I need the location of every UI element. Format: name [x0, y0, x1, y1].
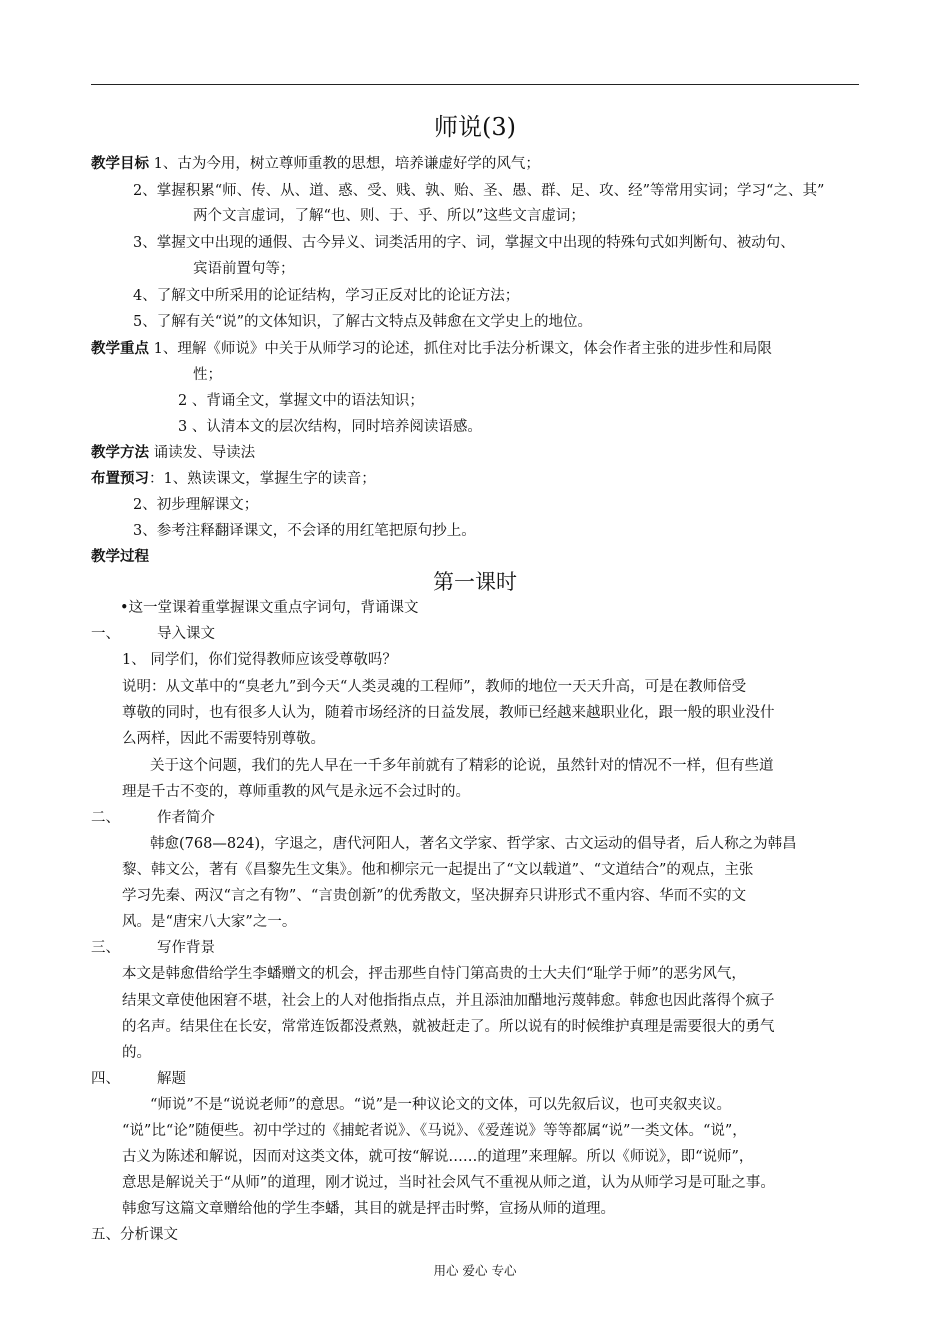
header-rule	[91, 84, 859, 85]
section-4-para-line: “说”比“论”随便些。初中学过的《捕蛇者说》、《马说》、《爱莲说》等等都属“说”一类文体。“说”，	[122, 1123, 747, 1139]
section-1-para-line: 尊敬的同时，也有很多人认为，随着市场经济的日益发展，教师已经越来越职业化，跟一般的职业没什	[122, 705, 775, 721]
process-label: 教学过程	[91, 548, 149, 565]
section-3-title: 写作背景	[157, 940, 215, 956]
goals-line-4: 3、掌握文中出现的通假、古今异义、词类活用的字、词，掌握文中出现的特殊句式如判断句、被动句、	[133, 235, 795, 251]
goals-line-5: 宾语前置句等；	[193, 261, 295, 277]
focus-line-4: 3 、认清本文的层次结构，同时培养阅读语感。	[178, 419, 482, 435]
section-2-para-line: 黎、韩文公，著有《昌黎先生文集》。他和柳宗元一起提出了“文以载道”、“文道结合”的观点，主张	[122, 862, 754, 878]
section-2-para-line: 学习先秦、两汉“言之有物”、“言贵创新”的优秀散文，坚决摒弃只讲形式不重内容、华而不实的文	[122, 888, 747, 904]
section-2-number: 二、	[91, 810, 120, 826]
section-2-para-line: 风。是“唐宋八大家”之一。	[122, 914, 297, 930]
section-3-para-line: 的名声。结果住在长安，常常连饭都没煮熟，就被赶走了。所以说有的时候维护真理是需要很大的勇气	[122, 1019, 775, 1035]
section-3-para-line: 本文是韩愈借给学生李蟠赠文的机会，抨击那些自恃门第高贵的士大夫们“耻学于师”的恶劣风气，	[122, 966, 746, 982]
preview-line-1: 布置预习：1、熟读课文，掌握生字的读音；	[91, 470, 376, 487]
goals-line-7: 5、了解有关“说”的文体知识，了解古文特点及韩愈在文学史上的地位。	[133, 314, 593, 330]
lesson-heading: 第一课时	[433, 570, 517, 594]
focus-label: 教学重点	[91, 340, 149, 357]
goals-line-2: 2、掌握积累“师、传、从、道、惑、受、贱、孰、贻、圣、愚、群、足、攻、经”等常用实词；学习“之、其”	[133, 183, 825, 199]
section-1-question: 1、 同学们，你们觉得教师应该受尊敬吗？	[122, 652, 397, 668]
preview-line-2: 2、初步理解课文；	[133, 497, 259, 513]
section-1-number: 一、	[91, 626, 120, 642]
section-3-number: 三、	[91, 940, 120, 956]
section-2-para-line: 韩愈(768—824)，字退之，唐代河阳人，著名文学家、哲学家、古文运动的倡导者，后人称之为韩昌	[150, 836, 797, 852]
page-title: 师说(3)	[434, 113, 516, 141]
section-4-para-line: 古义为陈述和解说，因而对这类文体，就可按“解说……的道理”来理解。所以《师说》，即“说师”，	[122, 1149, 754, 1165]
section-4-para-line: 韩愈写这篇文章赠给他的学生李蟠，其目的就是抨击时弊，宣扬从师的道理。	[122, 1201, 615, 1217]
method-line: 教学方法 诵读发、导读法	[91, 444, 256, 461]
page-footer: 用心 爱心 专心	[433, 1263, 517, 1278]
focus-line-2: 性；	[193, 367, 222, 383]
goals-line-6: 4、了解文中所采用的论证结构，学习正反对比的论证方法；	[133, 288, 520, 304]
section-3-para-line: 的。	[122, 1045, 151, 1061]
section-1-para-line: 关于这个问题，我们的先人早在一千多年前就有了精彩的论说，虽然针对的情况不一样，但有些道	[150, 758, 774, 774]
goals-line-1: 教学目标 1、古为今用，树立尊师重教的思想，培养谦虚好学的风气；	[91, 155, 540, 172]
preview-line-3: 3、参考注释翻译课文，不会译的用红笔把原句抄上。	[133, 523, 476, 539]
section-1-para-line: 说明：从文革中的“臭老九”到今天“人类灵魂的工程师”，教师的地位一天天升高，可是在教师倍受	[122, 679, 747, 695]
focus-line-1: 教学重点 1、理解《师说》中关于从师学习的论述，抓住对比手法分析课文，体会作者主张的进步性和局限	[91, 340, 772, 357]
method-label: 教学方法	[91, 444, 149, 461]
lesson-bullet: •这一堂课着重掌握课文重点字词句，背诵课文	[120, 600, 419, 616]
section-4-para-line: “师说”不是“说说老师”的意思。“说”是一种议论文的文体，可以先叙后议，也可夹叙夹议。	[150, 1097, 731, 1113]
goals-label: 教学目标	[91, 155, 149, 172]
section-4-number: 四、	[91, 1071, 120, 1087]
section-1-para-line: 么两样，因此不需要特别尊敬。	[122, 731, 325, 747]
section-1-title: 导入课文	[157, 626, 215, 642]
goals-line-3: 两个文言虚词，了解“也、则、于、乎、所以”这些文言虚词；	[193, 208, 585, 224]
focus-line-3: 2 、背诵全文，掌握文中的语法知识；	[178, 393, 424, 409]
section-3-para-line: 结果文章使他困窘不堪，社会上的人对他指指点点，并且添油加醋地污蔑韩愈。韩愈也因此落得个疯子	[122, 993, 775, 1009]
section-1-para-line: 理是千古不变的，尊师重教的风气是永远不会过时的。	[122, 784, 470, 800]
preview-label: 布置预习	[91, 470, 149, 487]
section-5-title: 五、分析课文	[91, 1227, 178, 1243]
section-4-title: 解题	[157, 1071, 186, 1087]
section-4-para-line: 意思是解说关于“从师”的道理，刚才说过，当时社会风气不重视从师之道，认为从师学习是可耻之事。	[122, 1175, 775, 1191]
section-2-title: 作者简介	[157, 810, 215, 826]
